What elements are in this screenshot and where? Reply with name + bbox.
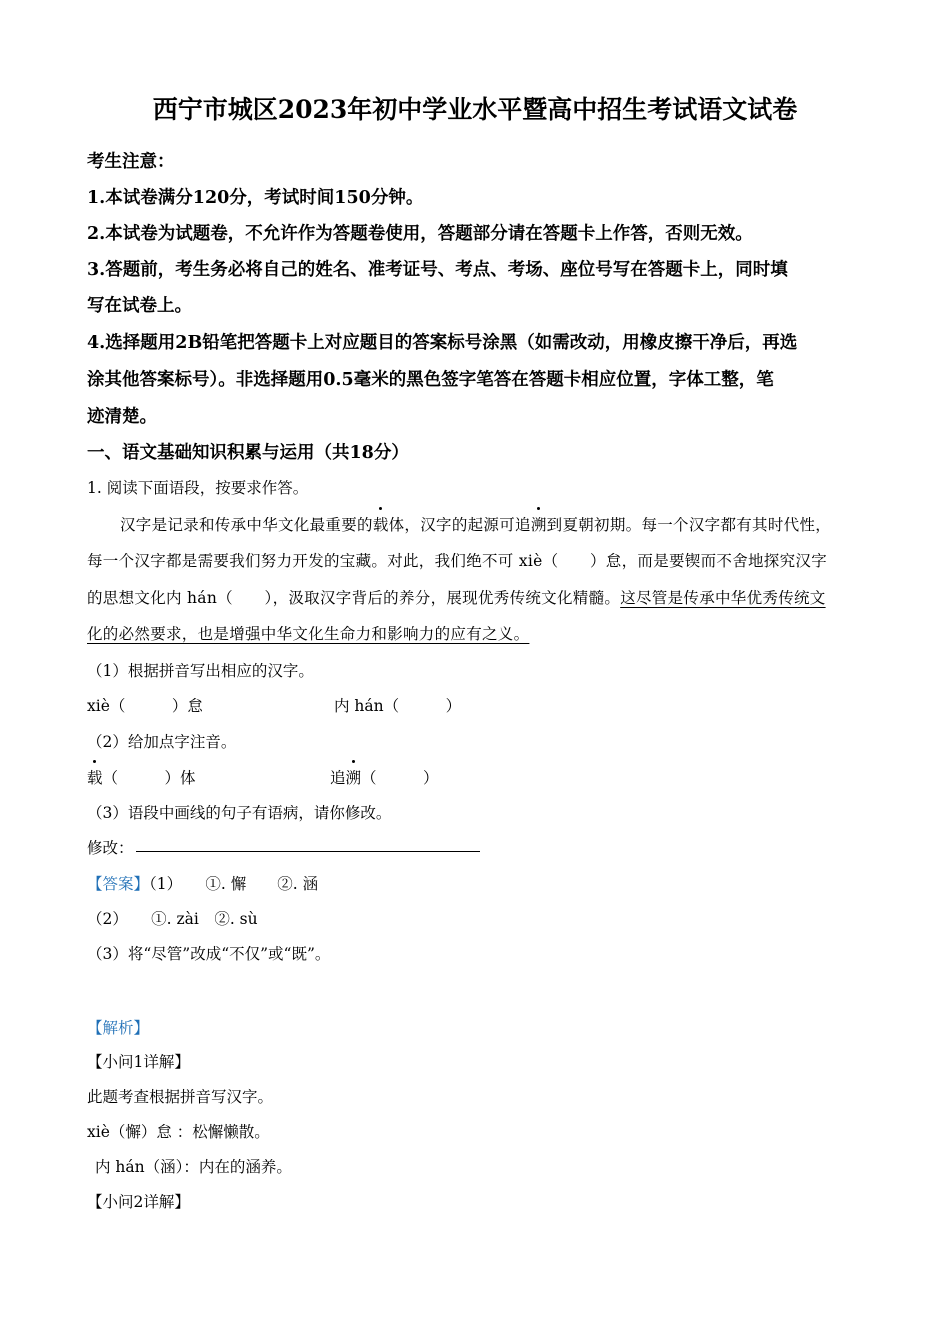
passage-line-3 xyxy=(87,586,826,608)
answer-text: （1） ①. 懈 ②. 涵 xyxy=(149,875,319,893)
section-heading: 一、语文基础知识积累与运用（共18分） xyxy=(87,443,409,463)
answer-tag: 【答案】 xyxy=(87,875,150,893)
notice-item-1: 1.本试卷满分120分，考试时间150分钟。 xyxy=(87,188,424,208)
answer-line-3: （3）将“尽管”改成“不仅”或“既”。 xyxy=(87,945,331,963)
analysis-line-1: 此题考查根据拼音写汉字。 xyxy=(87,1088,274,1106)
analysis-tag: 【解析】 xyxy=(87,1019,150,1037)
passage-line-1 xyxy=(120,513,831,535)
blank-text: （ ）体 xyxy=(102,769,196,787)
notice-item-2: 2.本试卷为试题卷，不允许作为答题卷使用，答题部分请在答题卡上作答，否则无效。 xyxy=(87,224,753,244)
sub1-blank-b: 内 hán（ ） xyxy=(334,697,462,715)
passage-line-2: 每一个汉字都是需要我们努力开发的宝藏。对此，我们绝不可 xiè（ ）怠，而是要锲而不舍地探究汉字 xyxy=(87,552,828,570)
page-title: 西宁市城区2023年初中学业水平暨高中招生考试语文试卷 xyxy=(152,95,798,124)
passage-text: 的思想文化内 hán（ ），汲取汉字背后的养分，展现优秀传统文化精髓。 xyxy=(87,589,621,607)
sub2-blank-b xyxy=(330,766,439,788)
sub-question-3: （3）语段中画线的句子有语病，请你修改。 xyxy=(87,804,392,822)
notice-heading: 考生注意： xyxy=(87,152,175,172)
passage-line-4 xyxy=(87,622,529,644)
underlined-sentence: 化的必然要求，也是增强中华文化生命力和影响力的应有之义。 xyxy=(87,625,530,643)
sub-question-2: （2）给加点字注音。 xyxy=(87,733,237,751)
question-prompt: 1. 阅读下面语段，按要求作答。 xyxy=(87,479,309,497)
notice-item-3: 3.答题前，考生务必将自己的姓名、准考证号、考点、考场、座位号写在答题卡上，同时填 xyxy=(87,260,788,280)
passage-text: 汉字是记录和传承中华文化最重要的 xyxy=(120,516,373,534)
analysis-sub2-title: 【小问2详解】 xyxy=(87,1193,190,1211)
analysis-line-2: xiè（懈）怠 ：松懈懒散。 xyxy=(87,1123,270,1141)
notice-item-3-cont: 写在试卷上。 xyxy=(87,296,192,316)
answer-line-1 xyxy=(87,872,318,894)
blank-text: 追 xyxy=(330,769,346,787)
blank-text: （ ） xyxy=(361,769,439,787)
answer-line-2: （2） ①. zài ②. sù xyxy=(87,910,258,928)
passage-text: 到夏朝初期。每一个汉字都有其时代性， xyxy=(546,516,832,534)
sub1-blank-a: xiè（ ）怠 xyxy=(87,697,203,715)
answer-fill-line xyxy=(136,851,480,852)
notice-item-4-end: 迹清楚。 xyxy=(87,407,157,427)
dotted-char: 溯 xyxy=(531,513,547,535)
notice-item-4-cont: 涂其他答案标号）。非选择题用0.5毫米的黑色签字笔答在答题卡相应位置，字体工整，笔 xyxy=(87,370,774,390)
sub-question-1: （1）根据拼音写出相应的汉字。 xyxy=(87,662,314,680)
dotted-char: 溯 xyxy=(346,766,362,788)
sub2-blank-a xyxy=(87,766,196,788)
dotted-char: 载 xyxy=(373,513,389,535)
underlined-sentence: 这尽管是传承中华优秀传统文 xyxy=(620,589,826,607)
notice-item-4: 4.选择题用2B铅笔把答题卡上对应题目的答案标号涂黑（如需改动，用橡皮擦干净后，再选 xyxy=(87,333,798,353)
fix-label: 修改： xyxy=(87,839,134,857)
dotted-char: 载 xyxy=(87,766,103,788)
passage-text: 体，汉字的起源可追 xyxy=(388,516,531,534)
analysis-line-3: 内 hán（涵）：内在的涵养。 xyxy=(95,1158,292,1176)
analysis-sub1-title: 【小问1详解】 xyxy=(87,1053,190,1071)
